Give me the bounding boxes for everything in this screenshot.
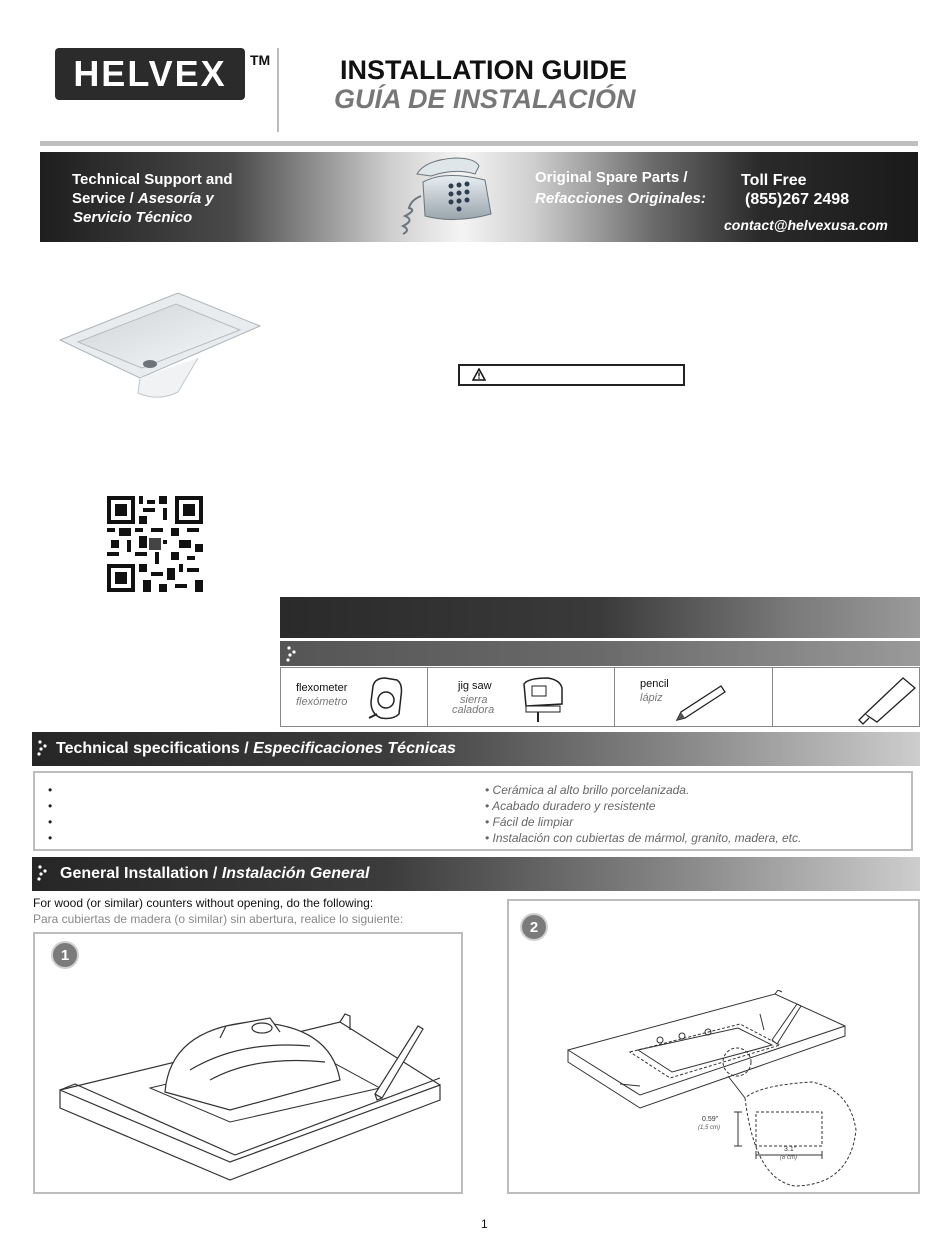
- spec-bullet-en: •: [48, 815, 53, 829]
- sealant-tube-icon: [855, 672, 917, 726]
- page-title-en: INSTALLATION GUIDE: [340, 55, 627, 85]
- tool-cell-jig-saw: [428, 668, 615, 726]
- warning-box: [458, 364, 685, 386]
- spec-bullet-en: •: [48, 783, 53, 797]
- specifications-title-en: Technical specifications /: [56, 740, 254, 757]
- header-divider: [277, 48, 279, 132]
- jig-saw-icon: [518, 674, 566, 724]
- spec-item-es: • Acabado duradero y resistente: [485, 799, 656, 813]
- tool-cell-flexometer: [281, 668, 428, 726]
- installation-title-en: General Installation /: [60, 865, 222, 882]
- support-service-en: Service /: [72, 190, 138, 207]
- tool-cell-sealant: [773, 668, 919, 726]
- tool-name-en: pencil: [640, 678, 669, 690]
- support-label-line2: [72, 189, 214, 208]
- installation-title: [60, 865, 369, 883]
- spec-item-es: • Instalación con cubiertas de mármol, granito, madera, etc.: [485, 831, 802, 845]
- page-title-es: GUÍA DE INSTALACIÓN: [334, 84, 636, 114]
- installation-intro-es: Para cubiertas de madera (o similar) sin abertura, realice lo siguiente:: [33, 912, 404, 926]
- spec-bullet-en: •: [48, 799, 53, 813]
- page-number: 1: [481, 1217, 488, 1231]
- dots-bullet-icon: [36, 738, 50, 758]
- spare-parts-label-es: Refacciones Originales:: [535, 190, 706, 207]
- step-1-illustration: [40, 1010, 460, 1190]
- dots-bullet-icon: [285, 644, 299, 664]
- qr-code[interactable]: [107, 496, 203, 592]
- telephone-icon: [395, 152, 495, 240]
- step-2-illustration: [550, 990, 870, 1190]
- tools-subheader-bar: [280, 641, 920, 666]
- tools-header-bar: [280, 597, 920, 638]
- tool-name-en: flexometer: [296, 682, 348, 694]
- step-2-number: 2: [520, 913, 548, 941]
- specifications-title-es: Especificaciones Técnicas: [253, 740, 456, 757]
- step-2-height-dimension-cm: (1,5 cm): [698, 1125, 721, 1131]
- specifications-title: [56, 740, 456, 758]
- installation-intro-en: For wood (or similar) counters without opening, do the following:: [33, 896, 374, 910]
- spec-item-es: • Cerámica al alto brillo porcelanizada.: [485, 783, 690, 797]
- step-2-width-dimension-cm: (8 cm): [780, 1155, 797, 1161]
- step-1-number: 1: [51, 941, 79, 969]
- logo-text: HELVEX: [73, 53, 227, 94]
- tape-measure-icon: [367, 674, 405, 722]
- tool-name-es: lápiz: [640, 692, 663, 704]
- pencil-icon: [673, 682, 729, 724]
- spare-parts-label-en: Original Spare Parts /: [535, 169, 688, 186]
- header-rule: [40, 141, 918, 146]
- spec-bullet-en: •: [48, 831, 53, 845]
- spec-item-es: • Fácil de limpiar: [485, 815, 574, 829]
- trademark-symbol: TM: [250, 52, 271, 68]
- installation-title-es: Instalación General: [221, 865, 370, 882]
- step-2-height-dimension: 0.59": [702, 1116, 719, 1123]
- support-label-line1: Technical Support and: [72, 171, 233, 188]
- tool-cell-pencil: [615, 668, 773, 726]
- tool-name-es-line2: caladora: [452, 704, 495, 716]
- tool-name-es: flexómetro: [296, 696, 348, 708]
- helvex-logo: [55, 48, 245, 100]
- tool-name-es-line1: sierra: [460, 694, 488, 706]
- dots-bullet-icon: [36, 863, 50, 883]
- toll-free-label: Toll Free: [741, 172, 807, 189]
- toll-free-phone: (855)267 2498: [745, 191, 850, 208]
- support-service-es: Asesoría y: [137, 190, 214, 207]
- tool-name-en: jig saw: [458, 680, 492, 692]
- step-2-width-dimension: 3.1": [784, 1146, 797, 1153]
- tools-table: [280, 667, 920, 727]
- contact-email: contact@helvexusa.com: [724, 217, 888, 233]
- sink-product-image: [58, 288, 263, 403]
- support-label-line3: Servicio Técnico: [73, 209, 193, 226]
- warning-triangle-icon: [472, 368, 486, 381]
